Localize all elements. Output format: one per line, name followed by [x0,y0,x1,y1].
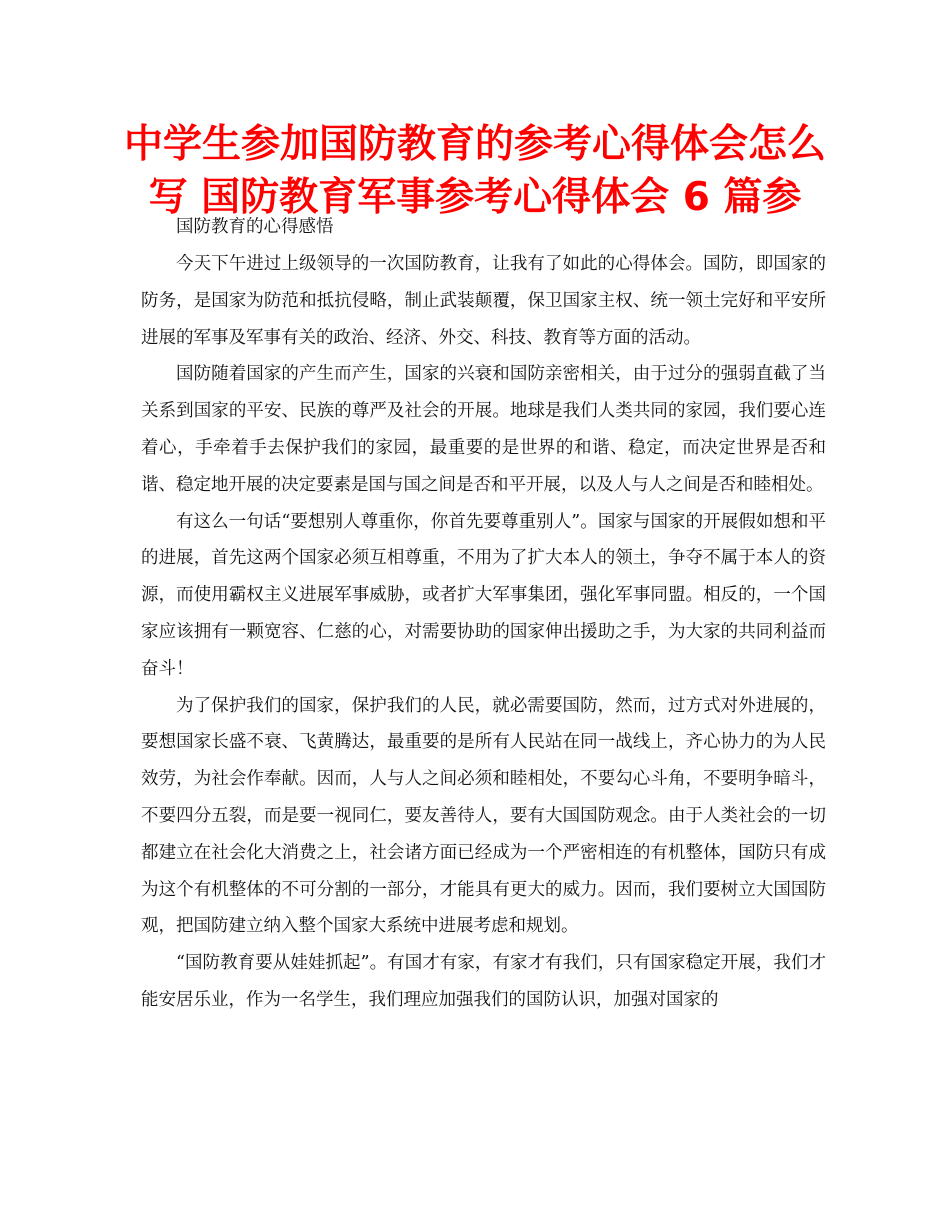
paragraph-3: 有这么一句话“要想别人尊重你，你首先要尊重别人”。国家与国家的开展假如想和平的进展，首先这两个国家必须互相尊重，不用为了扩大本人的领土，争夺不属于本人的资源，而使用霸权主义进展军事威胁，或者扩大军事集团，强化军事同盟。相反的，一个国家应该拥有一颗宽容、仁慈的心，对需要协助的国家伸出援助之手，为大家的共同利益而奋斗！ [141,511,826,679]
paragraph-2: 国防随着国家的产生而产生，国家的兴衰和国防亲密相关，由于过分的强弱直截了当关系到国家的平安、民族的尊严及社会的开展。地球是我们人类共同的家园，我们要心连着心，手牵着手去保护我们的家园，最重要的是世界的和谐、稳定，而决定世界是否和谐、稳定地开展的决定要素是国与国之间是否和平开展，以及人与人之间是否和睦相处。 [141,364,826,495]
title-line-1: 中学生参加国防教育的参考心得体会怎么 [123,122,826,167]
section-subtitle: 国防教育的心得感悟 [176,217,334,237]
title-line-2: 写 国防教育军事参考心得体会 6 篇参 [148,175,802,220]
document-body [141,212,826,1019]
document-title [120,118,830,224]
paragraph-1: 今天下午进过上级领导的一次国防教育，让我有了如此的心得体会。国防，即国家的防务，是国家为防范和抵抗侵略，制止武装颠覆，保卫国家主权、统一领土完好和平安所进展的军事及军事有关的政治、经济、外交、科技、教育等方面的活动。 [141,254,826,348]
paragraph-5: “国防教育要从娃娃抓起”。有国才有家，有家才有我们，只有国家稳定开展，我们才能安居乐业，作为一名学生，我们理应加强我们的国防认识，加强对国家的 [141,953,826,1010]
paragraph-4: 为了保护我们的国家，保护我们的人民，就必需要国防，然而，过方式对外进展的，要想国家长盛不衰、飞黄腾达，最重要的是所有人民站在同一战线上，齐心协力的为人民效劳，为社会作奉献。因而，人与人之间必须和睦相处，不要勾心斗角，不要明争暗斗，不要四分五裂，而是要一视同仁，要友善待人，要有大国国防观念。由于人类社会的一切都建立在社会化大消费之上，社会诸方面已经成为一个严密相连的有机整体，国防只有成为这个有机整体的不可分割的一部分，才能具有更大的威力。因而，我们要树立大国国防观，把国防建立纳入整个国家大系统中进展考虑和规划。 [141,695,826,937]
